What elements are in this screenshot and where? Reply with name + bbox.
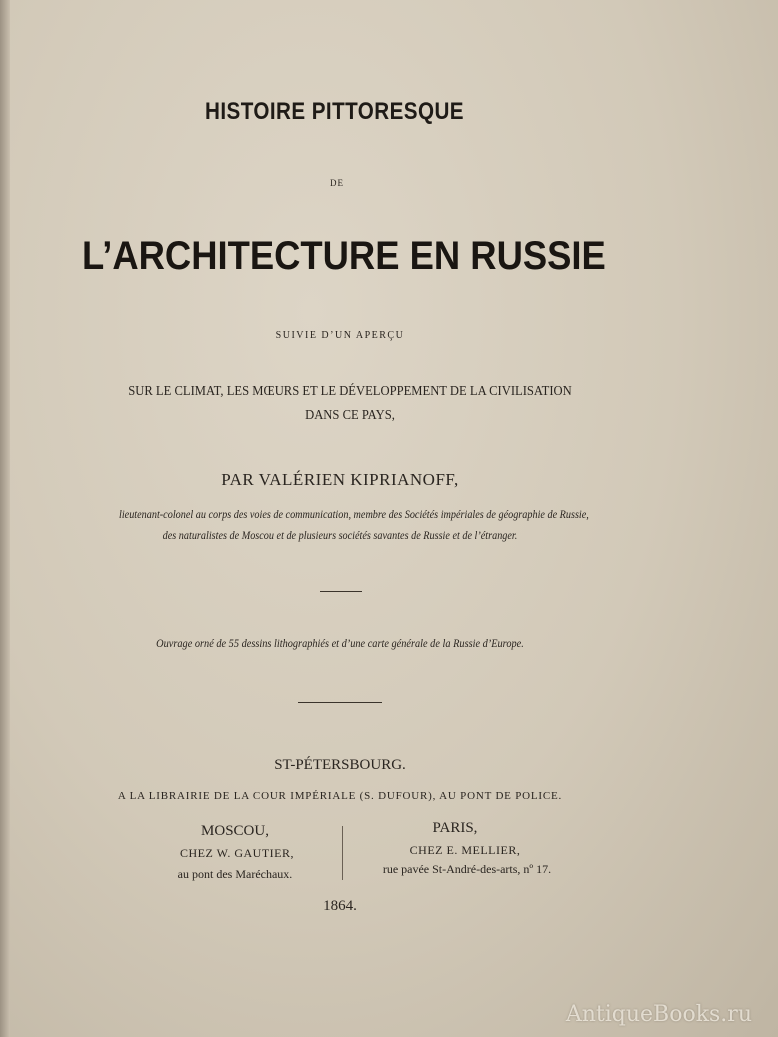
page-edge bbox=[0, 0, 10, 1037]
title-connector: DE bbox=[330, 178, 344, 188]
title-line-1: HISTOIRE PITTORESQUE bbox=[205, 98, 465, 125]
paris-address: rue pavée St-André-des-arts, nº 17. bbox=[382, 862, 552, 876]
divider-rule-long bbox=[298, 702, 382, 703]
subtitle-line-2: DANS CE PAYS, bbox=[305, 408, 395, 423]
moscow-address: au pont des Maréchaux. bbox=[177, 867, 293, 881]
subtitle-intro: SUIVIE D’UN APERÇU bbox=[275, 330, 405, 341]
illustrations-note: Ouvrage orné de 55 dessins lithographiés et d’une carte générale de la Russie d’Europe. bbox=[156, 636, 524, 650]
paris-city: PARIS, bbox=[432, 820, 478, 836]
publication-year: 1864. bbox=[323, 898, 357, 914]
moscow-city: MOSCOU, bbox=[201, 823, 269, 839]
imprint-city: ST-PÉTERSBOURG. bbox=[274, 757, 406, 773]
author-credentials-line-1: lieutenant-colonel au corps des voies de communication, membre des Sociétés impériales de géographie de Russie, bbox=[119, 507, 589, 521]
author-credentials-line-2: des naturalistes de Moscou et de plusieurs sociétés savantes de Russie et de l’étranger. bbox=[162, 528, 518, 542]
moscow-publisher: CHEZ W. GAUTIER, bbox=[180, 846, 294, 860]
main-title: L’ARCHITECTURE EN RUSSIE bbox=[82, 234, 606, 278]
watermark-text: AntiqueBooks.ru bbox=[565, 1002, 752, 1027]
divider-rule-short bbox=[320, 591, 362, 592]
author-name: PAR VALÉRIEN KIPRIANOFF, bbox=[221, 470, 459, 489]
column-divider bbox=[342, 826, 343, 880]
imprint-publisher: A LA LIBRAIRIE DE LA COUR IMPÉRIALE (S. DUFOUR), AU PONT DE POLICE. bbox=[117, 790, 563, 802]
paris-publisher: CHEZ E. MELLIER, bbox=[409, 843, 521, 857]
subtitle-line-1: SUR LE CLIMAT, LES MŒURS ET LE DÉVELOPPEMENT DE LA CIVILISATION bbox=[128, 384, 572, 399]
